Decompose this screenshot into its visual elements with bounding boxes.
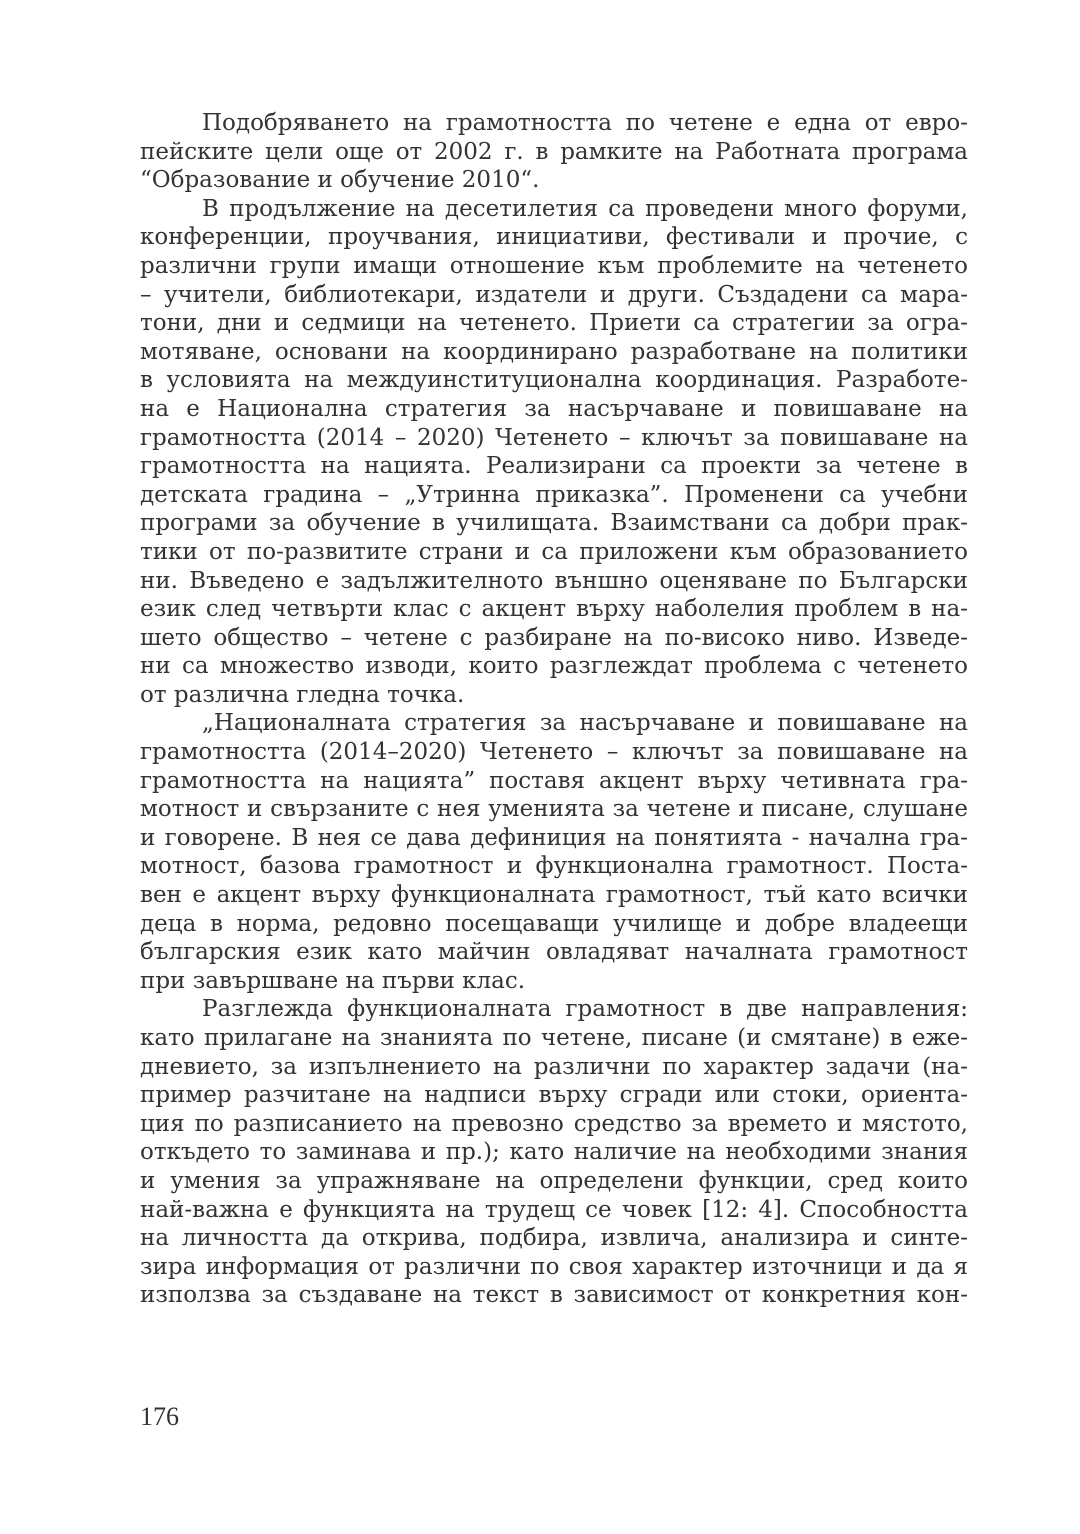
text-line: грамотността на нацията. Реализирани са проекти за четене в [140, 453, 968, 480]
text-line: мотност, базова грамотност и функционална грамотност. Поста- [140, 853, 968, 880]
text-line: детската градина – „Утринна приказка”. Променени са учебни [140, 481, 968, 508]
text-line: грамотността на нацията” поставя акцент върху четивната гра- [140, 767, 968, 794]
text-line: Разглежда функционалната грамотност в две направления: [202, 996, 968, 1023]
text-line: – учители, библиотекари, издатели и други. Създадени са мара- [140, 281, 968, 308]
body-text [140, 109, 968, 1310]
text-line: мотност и свързаните с нея уменията за четене и писане, слушане [140, 796, 968, 823]
paragraph [140, 995, 968, 1310]
text-line: ни. Въведено е задължителното външно оценяване по Български [140, 567, 968, 594]
text-line: тони, дни и седмици на четенето. Приети са стратегии за огра- [140, 310, 968, 337]
text-line: грамотността (2014 – 2020) Четенето – ключът за повишаване на [140, 424, 968, 451]
text-line: дневието, за изпълнението на различни по характер задачи (на- [140, 1053, 968, 1080]
text-line: тики от по-развитите страни и са приложени към образованието [140, 538, 968, 565]
text-line: на личността да открива, подбира, извлича, анализира и синте- [140, 1225, 968, 1252]
paragraph [140, 109, 968, 195]
text-line: пример разчитане на надписи върху сгради или стоки, ориента- [140, 1082, 968, 1109]
text-line: на е Национална стратегия за насърчаване и повишаване на [140, 395, 968, 422]
text-line: откъдето то заминава и пр.); като наличие на необходими знания [140, 1139, 968, 1166]
text-line: като прилагане на знанията по четене, писане (и смятане) в еже- [140, 1025, 968, 1051]
text-line: използва за създаване на текст в зависимост от конкретния кон- [140, 1282, 968, 1309]
text-line: конференции, проучвания, инициативи, фестивали и прочие, с [140, 224, 968, 251]
text-line: грамотността (2014–2020) Четенето – ключът за повишаване на [140, 739, 968, 766]
text-line: Подобряването на грамотността по четене е една от евро- [202, 110, 968, 136]
text-line: ни са множество изводи, които разглеждат проблема с четенето [140, 653, 968, 680]
text-line: от различна гледна точка. [140, 681, 465, 708]
text-line: в условията на междуинституционална координация. Разработе- [140, 367, 968, 394]
text-line: мотяване, основани на координирано разработване на политики [140, 338, 968, 365]
text-line: различни групи имащи отношение към проблемите на четенето [140, 252, 968, 279]
text-line: и умения за упражняване на определени функции, сред които [140, 1167, 968, 1194]
paragraph [140, 195, 968, 710]
text-line: шето общество – четене с разбиране на по-високо ниво. Изведе- [140, 624, 968, 651]
text-line: най-важна е функцията на трудещ се човек [12: 4]. Способността [140, 1196, 968, 1223]
text-line: език след четвърти клас с акцент върху наболелия проблем в на- [140, 596, 968, 623]
text-line: програми за обучение в училищата. Взаимствани са добри прак- [140, 510, 968, 537]
paragraph [140, 709, 968, 995]
text-line: „Националната стратегия за насърчаване и повишаване на [202, 710, 968, 737]
text-line: зира информация от различни по своя характер източници и да я [140, 1253, 968, 1280]
text-line: и говорене. В нея се дава дефиниция на понятията - начална гра- [140, 824, 968, 851]
text-line: българския език като майчин овладяват началната грамотност [140, 939, 968, 966]
page-number: 176 [140, 1402, 179, 1431]
text-line: В продължение на десетилетия са проведени много форуми, [202, 195, 968, 222]
text-line: “Образование и обучение 2010“. [140, 167, 540, 194]
text-line: при завършване на първи клас. [140, 967, 526, 994]
text-line: вен е акцент върху функционалната грамотност, тъй като всички [140, 882, 968, 909]
text-line: пейските цели още от 2002 г. в рамките на Работната програма [140, 138, 968, 165]
text-line: деца в норма, редовно посещаващи училище и добре владеещи [140, 910, 968, 937]
text-line: ция по разписанието на превозно средство за времето и мястото, [140, 1110, 968, 1137]
